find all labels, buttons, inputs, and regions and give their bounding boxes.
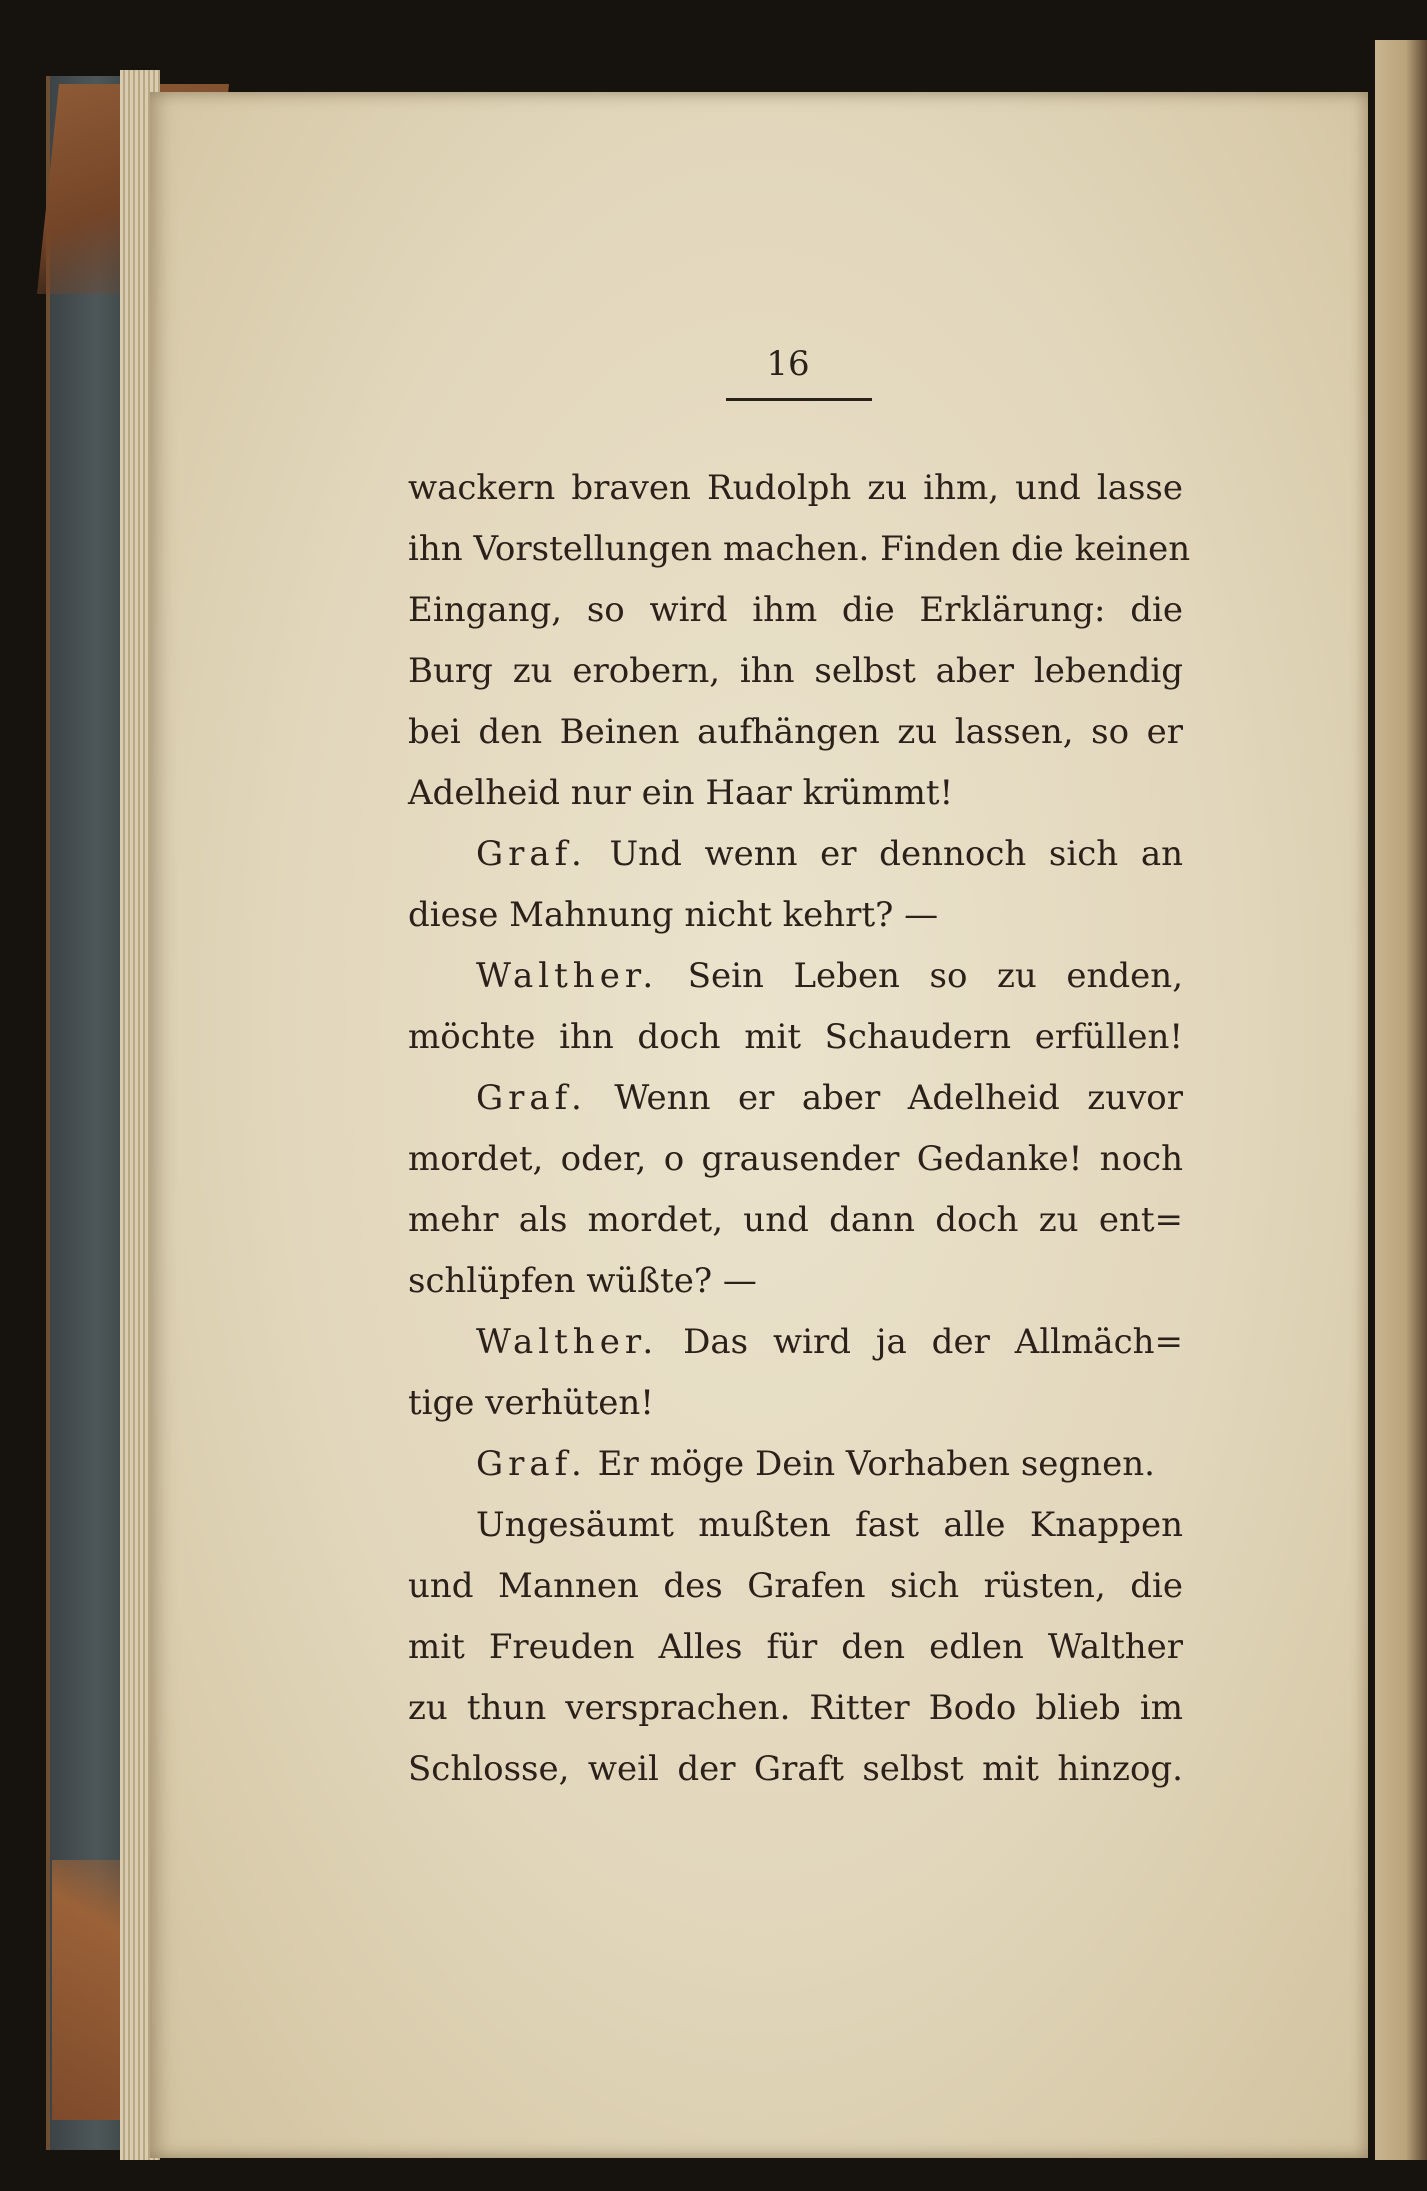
text-line: [408, 946, 1183, 1007]
line-text: zu thun versprachen. Ritter Bodo blieb im: [408, 1688, 1183, 1728]
text-line: [408, 824, 1183, 885]
line-text: tige verhüten!: [408, 1383, 654, 1423]
text-line: [408, 1007, 1183, 1068]
line-text: Adelheid nur ein Haar krümmt!: [408, 773, 954, 813]
text-line: [408, 1373, 1183, 1434]
line-text: Schlosse, weil der Graft selbst mit hinzog.: [408, 1749, 1183, 1789]
text-line: [408, 1739, 1183, 1800]
line-text: Wenn er aber Adelheid zuvor: [586, 1078, 1183, 1118]
page-number: 16: [766, 344, 810, 384]
line-text: diese Mahnung nicht kehrt? —: [408, 895, 939, 935]
text-line: [408, 702, 1183, 763]
line-text: mordet, oder, o grausender Gedanke! noch: [408, 1139, 1183, 1179]
line-text: mit Freuden Alles für den edlen Walther: [408, 1627, 1183, 1667]
text-line: [408, 580, 1183, 641]
line-text: möchte ihn doch mit Schaudern erfüllen!: [408, 1017, 1183, 1057]
line-text: schlüpfen wüßte? —: [408, 1261, 757, 1301]
line-text: Burg zu erobern, ihn selbst aber lebendig: [408, 651, 1183, 691]
page-number-rule: [726, 398, 872, 401]
speaker-name: Walther.: [476, 1322, 659, 1362]
text-line: [408, 1434, 1183, 1495]
speaker-name: Graf.: [476, 1444, 587, 1484]
text-line: [408, 1617, 1183, 1678]
line-text: mehr als mordet, und dann doch zu ent=: [408, 1200, 1183, 1240]
line-text: Das wird ja der Allmäch=: [658, 1322, 1183, 1362]
line-text: Sein Leben so zu enden,: [658, 956, 1183, 996]
text-line: [408, 641, 1183, 702]
text-line: [408, 1495, 1183, 1556]
line-text: Eingang, so wird ihm die Erklärung: die: [408, 590, 1183, 630]
line-text: ihn Vorstellungen machen. Finden die keinen: [408, 529, 1191, 569]
speaker-name: Walther.: [476, 956, 659, 996]
text-line: [408, 1129, 1183, 1190]
text-line: [408, 458, 1183, 519]
book-edge-right: [1375, 40, 1427, 2160]
text-line: [408, 885, 1183, 946]
text-line: [408, 1678, 1183, 1739]
line-text: und Mannen des Grafen sich rüsten, die: [408, 1566, 1183, 1606]
text-line: [408, 519, 1191, 580]
speaker-name: Graf.: [476, 834, 587, 874]
line-text: Ungesäumt mußten fast alle Knappen: [476, 1505, 1183, 1545]
line-text: bei den Beinen aufhängen zu lassen, so er: [408, 712, 1183, 752]
speaker-name: Graf.: [476, 1078, 587, 1118]
text-line: [408, 763, 1183, 824]
text-line: [408, 1251, 1183, 1312]
text-line: [408, 1190, 1183, 1251]
page-text: [408, 458, 1191, 1800]
text-line: [408, 1068, 1183, 1129]
text-line: [408, 1556, 1183, 1617]
line-text: Er möge Dein Vorhaben segnen.: [586, 1444, 1155, 1484]
line-text: Und wenn er dennoch sich an: [586, 834, 1183, 874]
text-line: [408, 1312, 1183, 1373]
line-text: wackern braven Rudolph zu ihm, und lasse: [408, 468, 1183, 508]
